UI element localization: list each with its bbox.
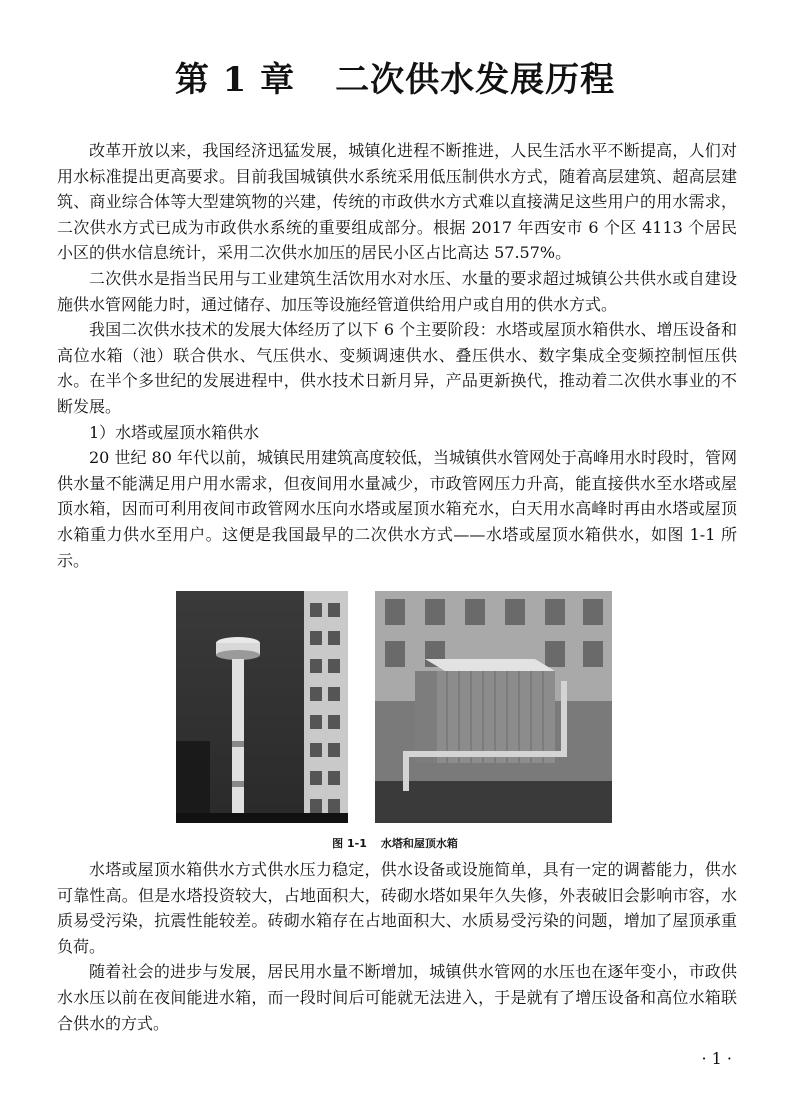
figure-number: 图 1-1: [332, 837, 367, 850]
chapter-number: 第 1 章: [174, 60, 296, 100]
body-text-lower: [57, 857, 737, 1036]
water-tower-photo: [176, 591, 348, 823]
paragraph: 我国二次供水技术的发展大体经历了以下 6 个主要阶段：水塔或屋顶水箱供水、增压设备和高位水箱（池）联合供水、气压供水、变频调速供水、叠压供水、数字集成全变频控制恒压供水。在半个多世纪的发展进程中，供水技术日新月异，产品更新换代，推动着二次供水事业的不断发展。: [57, 320, 737, 416]
paragraph: 二次供水是指当民用与工业建筑生活饮用水对水压、水量的要求超过城镇公共供水或自建设施供水管网能力时，通过储存、加压等设施经管道供给用户或自用的供水方式。: [57, 268, 737, 314]
figure-caption: [0, 835, 790, 851]
figure-1-1: [176, 591, 616, 823]
paragraph: 改革开放以来，我国经济迅猛发展，城镇化进程不断推进，人民生活水平不断提高，人们对用水标准提出更高要求。目前我国城镇供水系统采用低压制供水方式，随着高层建筑、超高层建筑、商业综合体等大型建筑物的兴建，传统的市政供水方式难以直接满足这些用户的用水需求，二次供水方式已成为市政供水系统的重要组成部分。根据 2017 年西安市 6 个区 4113 个居民小区的供水信息统计，采用二次供水加压的居民小区占比高达 57.57%。: [57, 141, 737, 263]
body-text-upper: [57, 138, 737, 573]
page-number: · 1 ·: [701, 1049, 732, 1068]
paragraph: 水塔或屋顶水箱供水方式供水压力稳定，供水设备或设施简单，具有一定的调蓄能力，供水可靠性高。但是水塔投资较大，占地面积大，砖砌水塔如果年久失修，外表破旧会影响市容，水质易受污染，抗震性能较差。砖砌水箱存在占地面积大、水质易受污染的问题，增加了屋顶承重负荷。: [57, 860, 737, 956]
rooftop-water-tank-photo: [375, 591, 612, 823]
paragraph: 20 世纪 80 年代以前，城镇民用建筑高度较低，当城镇供水管网处于高峰用水时段时，管网供水量不能满足用户用水需求，但夜间用水量减少，市政管网压力升高，能直接供水至水塔或屋顶水箱，因而可利用夜间市政管网水压向水塔或屋顶水箱充水，白天用水高峰时再由水塔或屋顶水箱重力供水至用户。这便是我国最早的二次供水方式——水塔或屋顶水箱供水，如图 1-1 所示。: [57, 448, 737, 570]
section-heading: 1）水塔或屋顶水箱供水: [89, 422, 260, 442]
chapter-name: 二次供水发展历程: [335, 60, 616, 100]
paragraph: 随着社会的进步与发展，居民用水量不断增加，城镇供水管网的水压也在逐年变小，市政供水水压以前在夜间能进水箱，而一段时间后可能就无法进入，于是就有了增压设备和高位水箱联合供水的方式。: [57, 962, 737, 1033]
figure-caption-text: 水塔和屋顶水箱: [380, 837, 458, 850]
chapter-title: [0, 52, 790, 101]
